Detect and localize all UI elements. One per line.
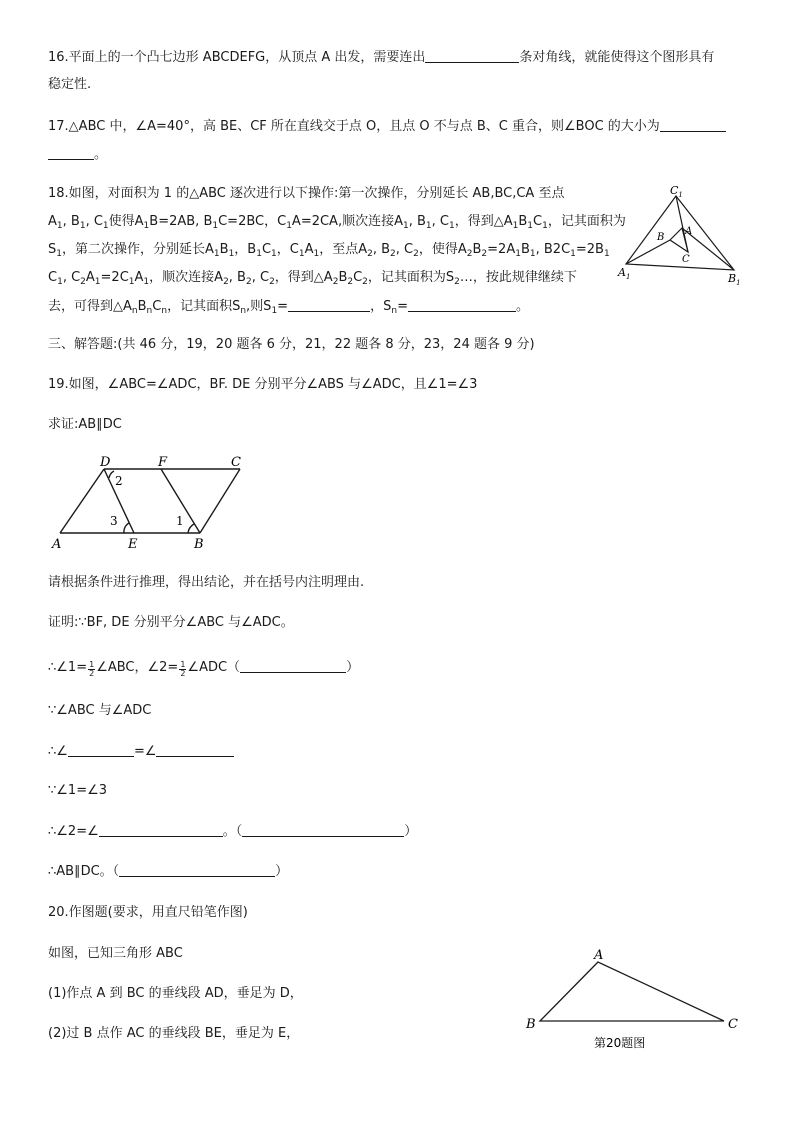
section-3-heading: 三、解答题:(共 46 分，19，20 题各 6 分，21，22 题各 8 分，23，24 题各 9 分)	[48, 337, 535, 352]
q19-proof-1: ∴∠1= $\frac{1}{2}$ ∠ABC，∠2= $\frac{1}{2}$ ∠ADC（ ）	[48, 660, 360, 678]
q19-line1: 19.如图，∠ABC=∠ADC，BF. DE 分别平分∠ABS 与∠ADC，且∠1=∠3	[48, 377, 478, 392]
q17-line2: 。	[48, 145, 107, 164]
segment-ad	[60, 469, 104, 533]
q17-answer-blank-cont[interactable]	[48, 145, 94, 160]
q19-instruction: 请根据条件进行推理，得出结论，并在括号内注明理由.	[48, 575, 365, 590]
label-c: C	[682, 254, 690, 265]
label-b: B	[194, 537, 204, 552]
q19-angle-blank-1[interactable]	[68, 742, 134, 757]
segment-a1-b	[626, 240, 670, 264]
outer-triangle-a1b1c1	[626, 196, 734, 270]
q19-parallelogram-figure	[48, 452, 258, 552]
q19-reason-blank-2[interactable]	[242, 822, 404, 837]
angle-3-arc	[124, 523, 129, 533]
label-a: A	[594, 948, 604, 963]
label-a: A	[52, 537, 62, 552]
q18-line2: $A_1$, $B_1$, $C_1$使得$A_1B=2AB$, $B_1C=2BC$，$C_1A=2CA$,顺次连接$A_1$, $B_1$, $C_1$，得到$\triangle A_1B_1C_1$，记其面积为	[48, 214, 626, 231]
label-a1: $A_1$	[618, 266, 631, 281]
label-angle-2: 2	[115, 474, 123, 488]
fraction-one-half: $\frac{1}{2}$	[89, 660, 95, 678]
label-c: C	[728, 1017, 738, 1032]
q18-line5: 去，可得到$\triangle A_nB_nC_n$，记其面积$S_n$,则$S_1=$ ，$S_n=$ 。	[48, 299, 529, 316]
q16-answer-blank[interactable]	[425, 48, 519, 63]
q19-proof-5: ∴∠2=∠ 。（ ）	[48, 824, 418, 839]
label-b: B	[526, 1017, 536, 1032]
q16-line2: 稳定性.	[48, 77, 92, 92]
q19-proof-0: 证明:∵BF, DE 分别平分∠ABC 与∠ADC。	[48, 615, 294, 630]
q18-line4: $C_1$, $C_2A_1=2C_1A_1$，顺次连接$A_2$, $B_2$, $C_2$，得到$\triangle A_2B_2C_2$，记其面积为$S_2\dots$，按此规律继续下	[48, 270, 577, 287]
fraction-one-half: $\frac{1}{2}$	[180, 660, 186, 678]
figure-caption: 第20题图	[594, 1036, 646, 1050]
q19-reason-blank-1[interactable]	[240, 658, 346, 673]
q18-line1: 18.如图，对面积为 1 的△ABC 逐次进行以下操作:第一次操作，分别延长 AB,BC,CA 至点	[48, 186, 565, 201]
q20-line3: (1)作点 A 到 BC 的垂线段 AD，垂足为 D，	[48, 986, 303, 1001]
label-c1: $C_1$	[670, 184, 683, 199]
q20-line4: (2)过 B 点作 AC 的垂线段 BE，垂足为 E，	[48, 1026, 300, 1041]
label-e: E	[128, 537, 138, 552]
q20-line1: 20.作图题(要求，用直尺铅笔作图)	[48, 905, 248, 920]
label-c: C	[231, 455, 241, 470]
q19-proof-6: ∴AB∥DC。（ ）	[48, 864, 289, 879]
label-b: B	[657, 232, 665, 243]
q18-line3: $S_1$，第二次操作，分别延长$A_1B_1$，$B_1C_1$，$C_1A_1$，至点$A_2$, $B_2$, $C_2$，使得$A_2B_2=2A_1B_1$, $B2C_1=2B_1$	[48, 242, 610, 259]
q19-proof-2: ∵∠ABC 与∠ADC	[48, 703, 152, 718]
q19-angle-blank-2[interactable]	[156, 742, 234, 757]
label-f: F	[158, 455, 168, 470]
triangle-abc	[540, 962, 724, 1021]
q17-answer-blank[interactable]	[660, 117, 726, 132]
angle-2-arc	[109, 471, 114, 478]
label-d: D	[100, 455, 111, 470]
q19-proof-3: ∴∠ =∠	[48, 742, 234, 761]
label-angle-3: 3	[110, 514, 118, 528]
q19-angle-blank-3[interactable]	[99, 822, 223, 837]
q18-triangle-figure	[612, 182, 752, 286]
q17-line1: 17.△ABC 中，∠A=40°，高 BE、CF 所在直线交于点 O，且点 O 不与点 B、C 重合，则∠BOC 的大小为	[48, 117, 726, 136]
q16-line1: 16.平面上的一个凸七边形 ABCDEFG，从顶点 A 出发，需要连出 条对角线，就能使得这个图形具有	[48, 50, 715, 65]
segment-bc	[200, 469, 240, 533]
q19-reason-blank-3[interactable]	[119, 862, 275, 877]
label-a: A	[685, 226, 693, 237]
q18-sn-blank[interactable]	[408, 297, 516, 312]
q20-triangle-figure	[518, 944, 748, 1056]
q20-line2: 如图，已知三角形 ABC	[48, 946, 183, 961]
q19-line2: 求证:AB∥DC	[48, 417, 122, 432]
label-angle-1: 1	[176, 514, 184, 528]
label-b1: $B_1$	[728, 272, 741, 286]
q19-proof-4: ∵∠1=∠3	[48, 783, 108, 798]
angle-1-arc	[188, 524, 194, 533]
q18-s1-blank[interactable]	[288, 297, 370, 312]
